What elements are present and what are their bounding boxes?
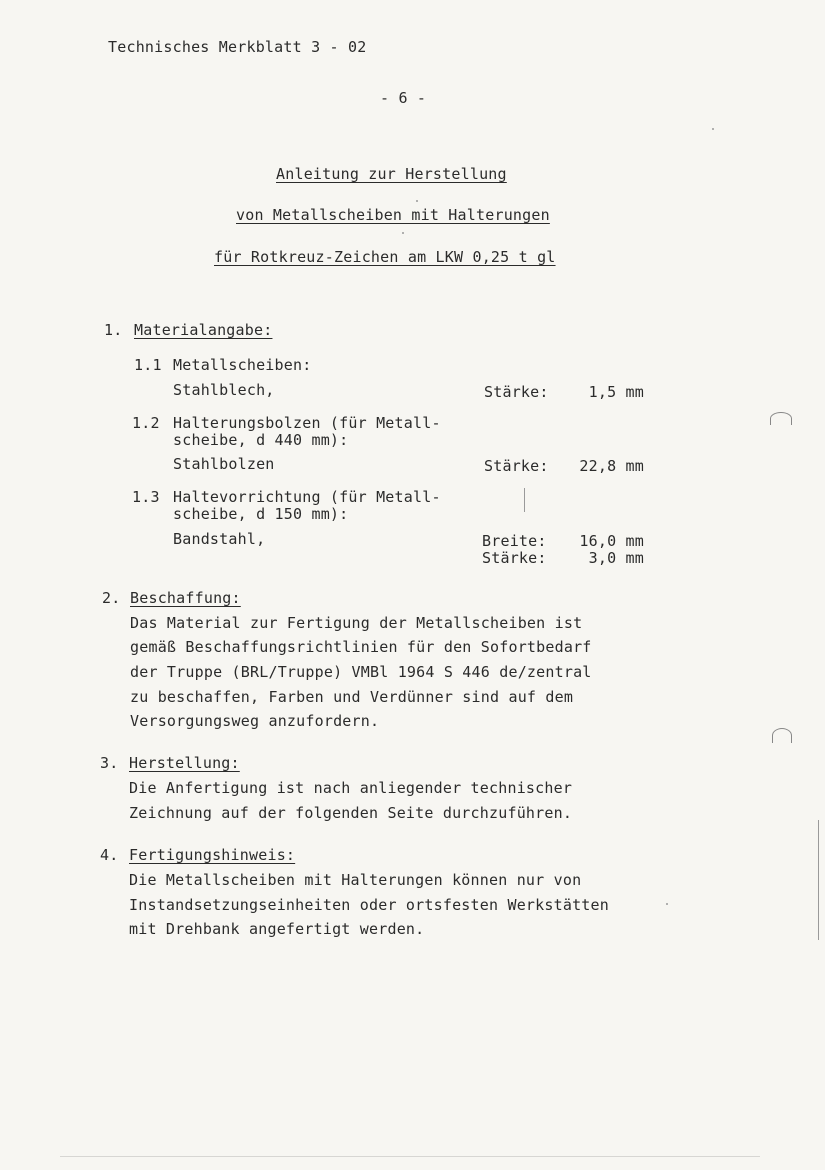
title-line-1: Anleitung zur Herstellung <box>276 165 507 183</box>
item-1-2-number: 1.2 <box>132 414 160 432</box>
scan-speck <box>524 488 525 512</box>
scan-bottom-line <box>60 1156 760 1157</box>
section-2-line-5: Versorgungsweg anzufordern. <box>130 712 380 730</box>
item-1-3-width-label: Breite: <box>482 532 547 550</box>
section-1-number: 1. <box>104 321 123 339</box>
item-1-1-title: Metallscheiben: <box>173 356 312 374</box>
section-2-line-2: gemäß Beschaffungsrichtlinien für den Sofortbedarf <box>130 638 592 656</box>
section-4-line-3: mit Drehbank angefertigt werden. <box>129 920 425 938</box>
scan-speck <box>666 903 668 905</box>
document-title: Technisches Merkblatt 3 - 02 <box>108 38 367 56</box>
item-1-1-number: 1.1 <box>134 356 162 374</box>
item-1-3-thickness-label: Stärke: <box>482 549 547 567</box>
section-3-line-1: Die Anfertigung ist nach anliegender technischer <box>129 779 573 797</box>
item-1-3-title-line-1: Haltevorrichtung (für Metall- <box>173 488 441 506</box>
section-4-line-1: Die Metallscheiben mit Halterungen können nur von <box>129 871 582 889</box>
scan-speck <box>402 232 404 234</box>
item-1-3-width-value: 16,0 mm <box>579 532 644 550</box>
section-3-line-2: Zeichnung auf der folgenden Seite durchzuführen. <box>129 804 573 822</box>
section-2-number: 2. <box>102 589 121 607</box>
page-number: - 6 - <box>380 89 427 107</box>
section-2-line-3: der Truppe (BRL/Truppe) VMBl 1964 S 446 de/zentral <box>130 663 592 681</box>
section-3-number: 3. <box>100 754 119 772</box>
section-1-heading: Materialangabe: <box>134 321 273 339</box>
scan-speck <box>416 200 418 202</box>
scan-artifact-punch-hole-bottom <box>772 728 792 743</box>
scan-edge-line <box>818 820 819 940</box>
section-4-line-2: Instandsetzungseinheiten oder ortsfesten Werkstätten <box>129 896 609 914</box>
scan-speck <box>712 128 714 130</box>
scan-artifact-punch-hole-top <box>770 412 792 425</box>
item-1-3-title-line-2: scheibe, d 150 mm): <box>173 505 349 523</box>
item-1-3-material: Bandstahl, <box>173 530 266 548</box>
item-1-2-material: Stahlbolzen <box>173 455 275 473</box>
item-1-2-thickness-label: Stärke: <box>484 457 549 475</box>
section-2-line-4: zu beschaffen, Farben und Verdünner sind auf dem <box>130 688 574 706</box>
item-1-2-title-line-2: scheibe, d 440 mm): <box>173 431 349 449</box>
title-line-2: von Metallscheiben mit Halterungen <box>236 206 550 224</box>
item-1-2-title-line-1: Halterungsbolzen (für Metall- <box>173 414 441 432</box>
section-2-line-1: Das Material zur Fertigung der Metallscheiben ist <box>130 614 583 632</box>
item-1-3-number: 1.3 <box>132 488 160 506</box>
title-line-3: für Rotkreuz-Zeichen am LKW 0,25 t gl <box>214 248 556 266</box>
item-1-3-thickness-value: 3,0 mm <box>588 549 644 567</box>
item-1-2-thickness-value: 22,8 mm <box>579 457 644 475</box>
section-4-heading: Fertigungshinweis: <box>129 846 296 864</box>
section-2-heading: Beschaffung: <box>130 589 241 607</box>
section-3-heading: Herstellung: <box>129 754 240 772</box>
section-4-number: 4. <box>100 846 119 864</box>
item-1-1-thickness-value: 1,5 mm <box>588 383 644 401</box>
item-1-1-material: Stahlblech, <box>173 381 275 399</box>
item-1-1-thickness-label: Stärke: <box>484 383 549 401</box>
